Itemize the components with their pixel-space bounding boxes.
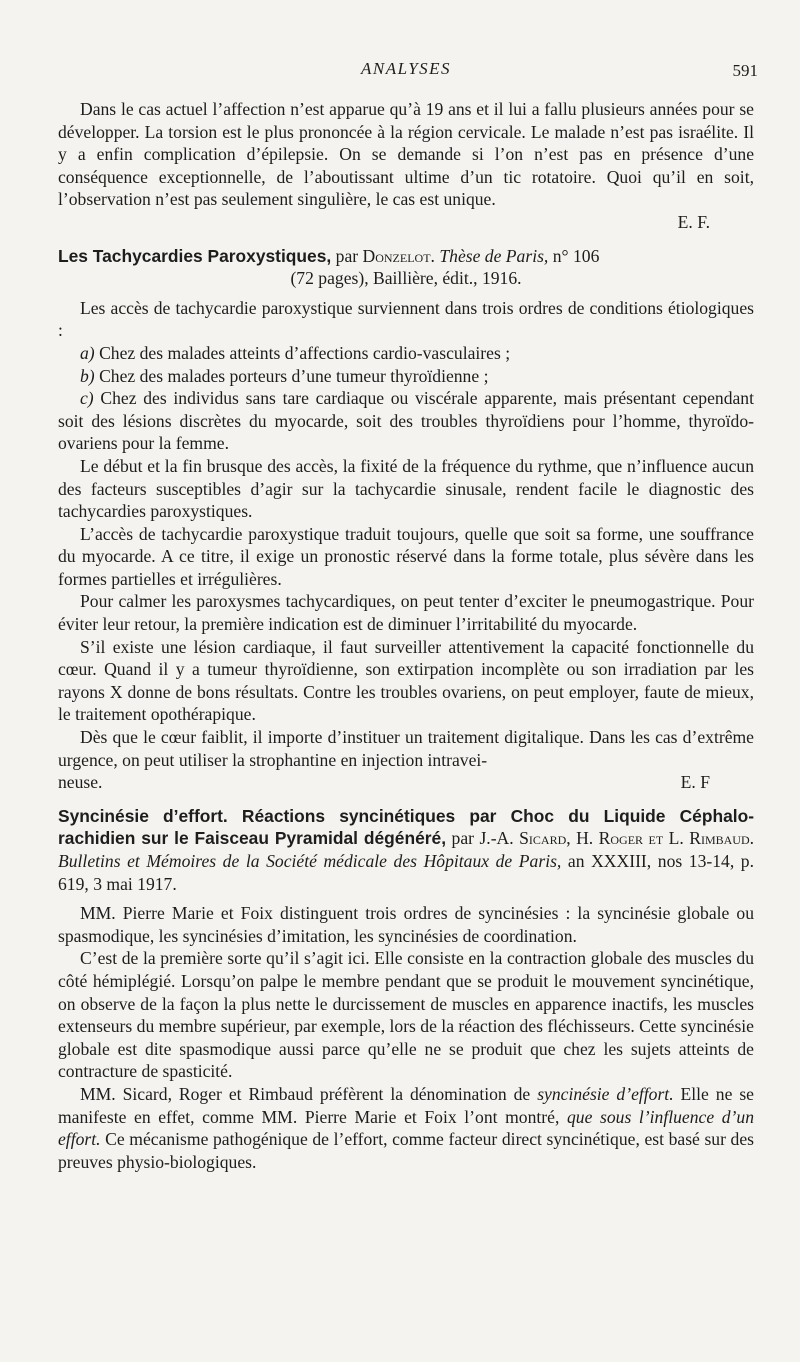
item-mark: a) <box>80 342 95 363</box>
review2-heading <box>58 245 754 290</box>
review2-paragraph-5: S’il existe une lésion cardiaque, il faut surveiller attentivement la capacité fonctionnelle du cœur. Quand il y a tumeur thyroïdienne, son extirpation incomplète ou son irradiation par les rayons X donne de bons résultats. Contre les troubles ovariens, on peut employer, faute de mieux, le traitement opothérapique. <box>58 636 754 725</box>
review3-by: par <box>451 828 474 849</box>
review2-ref-line2: (72 pages), Baillière, édit., 1916. <box>290 268 522 289</box>
review2-item-a <box>58 342 754 365</box>
review3-source: Bulletins et Mémoires de la Société médicale des Hôpitaux de Paris, <box>58 851 562 871</box>
review1-signature: E. F. <box>677 211 710 232</box>
review2-title: Les Tachycardies Paroxystiques, <box>58 245 332 266</box>
running-head-title: ANALYSES <box>360 59 452 78</box>
review2-by: par <box>335 245 359 266</box>
review2-item-c <box>58 387 754 455</box>
item-mark: b) <box>80 365 95 386</box>
item-text: Chez des malades porteurs d’une tumeur thyroïdienne ; <box>99 365 489 386</box>
review3-authors: J.-A. Sicard, H. Roger et L. Rimbaud. <box>479 828 755 849</box>
review3-p3-c: Elle ne se manifeste en effet, comme MM. Pierre Marie et Foix l’ont montré, <box>58 1083 754 1127</box>
review3-heading <box>58 805 754 895</box>
review2-author: Donzelot. <box>362 245 435 266</box>
item-text: Chez des malades atteints d’affections cardio-vasculaires ; <box>99 342 511 363</box>
review2-paragraph-2: Le début et la fin brusque des accès, la fixité de la fréquence du rythme, que n’influence aucun des facteurs susceptibles d’agir sur la tachycardie sinusale, rendent facile le diagnostic des tachycardies paroxystiques. <box>58 455 754 522</box>
review3-title: Syncinésie d’effort. Réactions syncinétiques par Choc du Liquide Céphalo-rachidien sur le Faisceau Pyramidal dégénéré, <box>58 805 754 849</box>
review2-source: Thèse de Paris, <box>439 245 549 266</box>
page-number: 591 <box>732 61 758 80</box>
review3-p3-b: syncinésie d’effort. <box>537 1083 674 1104</box>
review2-signature-line <box>58 771 754 794</box>
review3-p3-d: que sous l’influence d’un effort. <box>58 1106 754 1150</box>
review2-paragraph-4: Pour calmer les paroxysmes tachycardiques, on peut tenter d’exciter le pneumogastrique. Pour éviter leur retour, la première indication est de diminuer l’irritabilité du myocarde. <box>58 591 754 635</box>
review3-paragraph-1: MM. Pierre Marie et Foix distinguent trois ordres de syncinésies : la syncinésie globale ou spasmodique, les syncinésies d’imitation, les syncinésies de coordination. <box>58 903 754 946</box>
review1-paragraph: Dans le cas actuel l’affection n’est apparue qu’à 19 ans et il lui a fallu plusieurs années pour se développer. La torsion est le plus prononcée à la région cervicale. Le malade n’est pas israélite. Il y a enfin complication d’épilepsie. On se demande si l’on n’est pas en présence d’une conséquence exceptionnelle, de l’aboutissant ultime d’un tic rotatoire. Quoi qu’il en soit, l’observation n’est pas seulement singulière, le cas est unique. <box>58 99 754 210</box>
document-page <box>58 58 758 1173</box>
review2-paragraph-3: L’accès de tachycardie paroxystique traduit toujours, quelle que soit sa forme, une souffrance du myocarde. A ce titre, il exige un pronostic réservé dans la forme totale, plus sévère dans les formes partielles et irrégulières. <box>58 523 754 589</box>
review2-paragraph-6: Dès que le cœur faiblit, il importe d’instituer un traitement digitalique. Dans les cas d’extrême urgence, on peut utiliser la strophantine en injection intravei- <box>58 727 754 770</box>
review2-intro: Les accès de tachycardie paroxystique surviennent dans trois ordres de conditions étiologiques : <box>58 297 754 341</box>
item-mark: c) <box>80 388 94 409</box>
review1-signature-line <box>58 211 754 234</box>
review2-paragraph-6-end: neuse. <box>58 772 103 793</box>
item-text: Chez des individus sans tare cardiaque ou viscérale apparente, mais présentant cependant soit des lésions discrètes du myocarde, soit des troubles thyroïdiens pour l’homme, thyroïdo-ovariens pour la femme. <box>58 388 754 454</box>
review3-paragraph-3 <box>58 1083 754 1173</box>
review2-item-b <box>58 365 754 388</box>
review3-ref: an XXXIII, nos 13-14, p. 619, 3 mai 1917. <box>58 851 754 894</box>
review2-signature: E. F <box>680 772 710 793</box>
review3-paragraph-2: C’est de la première sorte qu’il s’agit ici. Elle consiste en la contraction globale des muscles du côté hémiplégié. Lorsqu’on palpe le membre pendant que se produit le mouvement syncinétique, on observe de la façon la plus nette le durcissement de muscles en apparence inactifs, les muscles extenseurs du membre supérieur, par exemple, lors de la réaction des fléchisseurs. Cette syncinésie globale est dite spasmodique aussi parce qu’elle ne se produit que chez les sujets atteints de contracture de spasticité. <box>58 948 754 1082</box>
review3-p3-e: Ce mécanisme pathogénique de l’effort, comme facteur direct syncinétique, est basé sur des preuves physio-biologiques. <box>58 1129 754 1172</box>
review3-p3-a: MM. Sicard, Roger et Rimbaud préfèrent la dénomination de <box>80 1083 531 1104</box>
review2-ref-line1: n° 106 <box>552 245 600 266</box>
running-head <box>58 58 758 88</box>
